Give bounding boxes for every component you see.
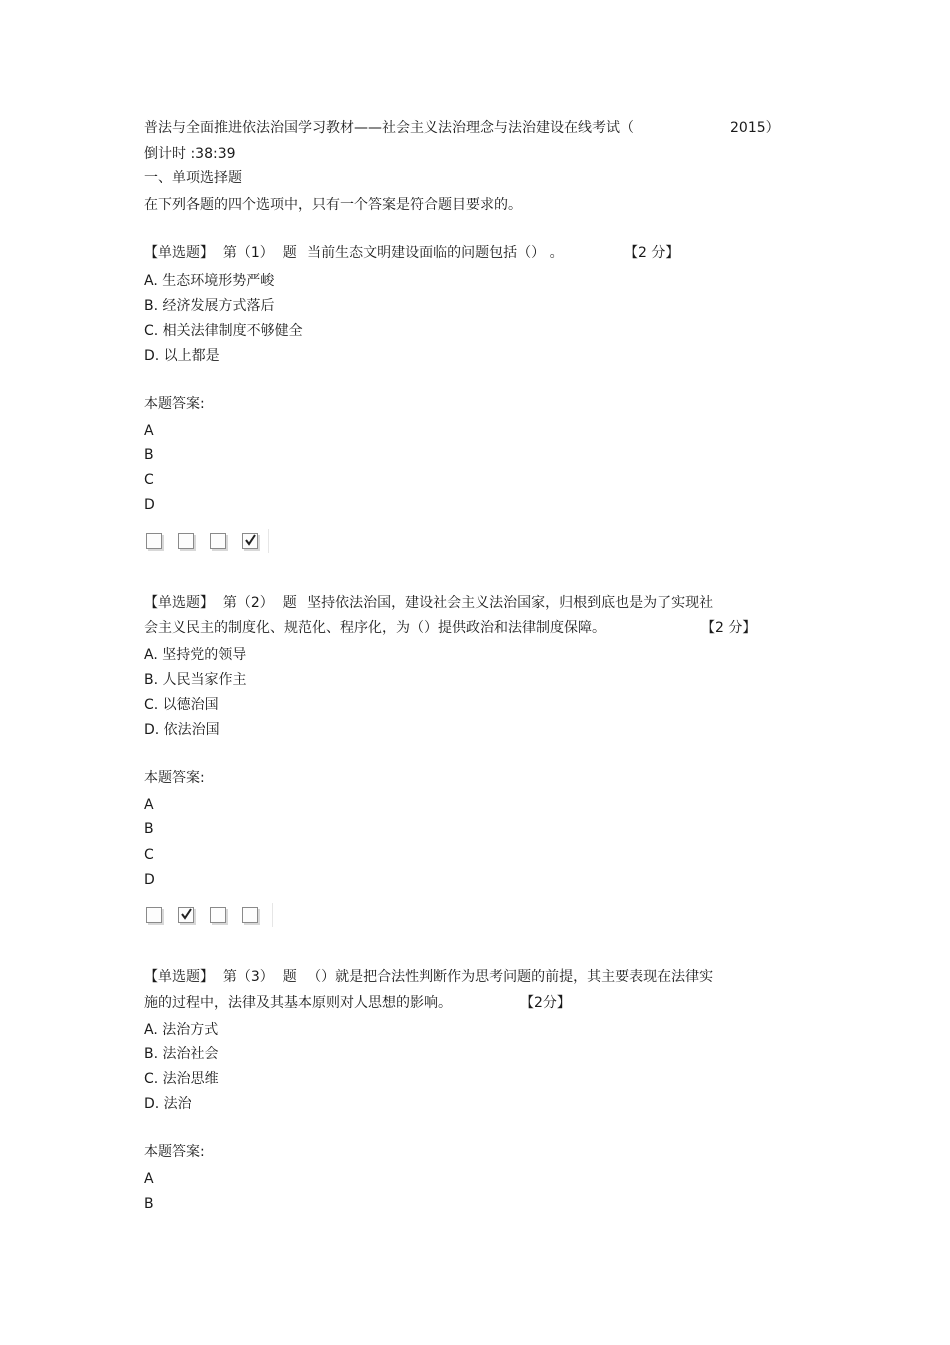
answer-checkbox-c[interactable] xyxy=(210,907,226,923)
answer-checkbox-d[interactable] xyxy=(242,533,258,549)
question-2-option-d: D. 依法治国 xyxy=(144,722,220,738)
question-2-meta: 【单选题】 第（2） 题 xyxy=(144,595,297,611)
question-2-option-b: B. 人民当家作主 xyxy=(144,672,247,688)
question-1-answer-letter-d: D xyxy=(144,497,155,513)
question-2-answer-label: 本题答案: xyxy=(144,770,205,786)
question-3-option-b: B. 法治社会 xyxy=(144,1046,219,1062)
question-3-meta: 【单选题】 第（3） 题 xyxy=(144,969,297,985)
checkbox-row-divider xyxy=(272,903,273,927)
question-3-answer-label: 本题答案: xyxy=(144,1144,205,1160)
question-3-text: （）就是把合法性判断作为思考问题的前提，其主要表现在法律实 xyxy=(307,969,714,985)
question-3-stem xyxy=(144,968,713,986)
question-1-answer-letter-c: C xyxy=(144,472,154,488)
exam-title-year: 2015） xyxy=(730,120,780,136)
question-2-score: 【2 分】 xyxy=(701,620,757,636)
answer-checkbox-d[interactable] xyxy=(242,907,258,923)
question-3-option-c: C. 法治思维 xyxy=(144,1071,219,1087)
countdown-timer: 倒计时 :38:39 xyxy=(144,146,236,162)
answer-checkbox-a[interactable] xyxy=(146,907,162,923)
answer-checkbox-a[interactable] xyxy=(146,533,162,549)
question-2-answer-letter-d: D xyxy=(144,872,155,888)
exam-title: 普法与全面推进依法治国学习教材——社会主义法治理念与法治建设在线考试（ xyxy=(144,120,634,136)
question-2-stem xyxy=(144,594,713,612)
question-1-score: 【2 分】 xyxy=(624,245,680,261)
checkmark-icon xyxy=(244,534,257,547)
question-1-meta: 【单选题】 第（1） 题 xyxy=(144,245,297,261)
question-1-option-b: B. 经济发展方式落后 xyxy=(144,298,275,314)
section-instruction: 在下列各题的四个选项中，只有一个答案是符合题目要求的。 xyxy=(144,197,522,213)
question-2-option-c: C. 以德治国 xyxy=(144,697,219,713)
question-1-option-d: D. 以上都是 xyxy=(144,348,220,364)
answer-checkbox-c[interactable] xyxy=(210,533,226,549)
question-1-stem xyxy=(144,244,564,262)
question-3-text-line2: 施的过程中，法律及其基本原则对人思想的影响。 xyxy=(144,995,452,1011)
question-1-answer-letter-b: B xyxy=(144,447,154,463)
question-2-answer-letter-b: B xyxy=(144,821,154,837)
question-1-option-a: A. 生态环境形势严峻 xyxy=(144,273,275,289)
question-3-answer-letter-b: B xyxy=(144,1196,154,1212)
question-1-option-c: C. 相关法律制度不够健全 xyxy=(144,323,303,339)
question-3-option-d: D. 法治 xyxy=(144,1096,192,1112)
answer-checkbox-b[interactable] xyxy=(178,533,194,549)
checkmark-icon xyxy=(180,908,193,921)
answer-checkbox-b[interactable] xyxy=(178,907,194,923)
question-3-option-a: A. 法治方式 xyxy=(144,1022,219,1038)
question-2-text: 坚持依法治国，建设社会主义法治国家，归根到底也是为了实现社 xyxy=(307,595,714,611)
section-heading: 一、单项选择题 xyxy=(144,170,242,186)
question-2-text-line2: 会主义民主的制度化、规范化、程序化，为（）提供政治和法律制度保障。 xyxy=(144,620,606,636)
question-1-text: 当前生态文明建设面临的问题包括（） 。 xyxy=(307,245,564,261)
question-2-answer-letter-a: A xyxy=(144,797,154,813)
question-3-score: 【2分】 xyxy=(520,995,571,1011)
question-2-answer-letter-c: C xyxy=(144,847,154,863)
checkbox-row-divider xyxy=(268,529,269,553)
question-3-answer-letter-a: A xyxy=(144,1171,154,1187)
question-2-option-a: A. 坚持党的领导 xyxy=(144,647,247,663)
question-1-answer-label: 本题答案: xyxy=(144,396,205,412)
question-1-answer-letter-a: A xyxy=(144,423,154,439)
